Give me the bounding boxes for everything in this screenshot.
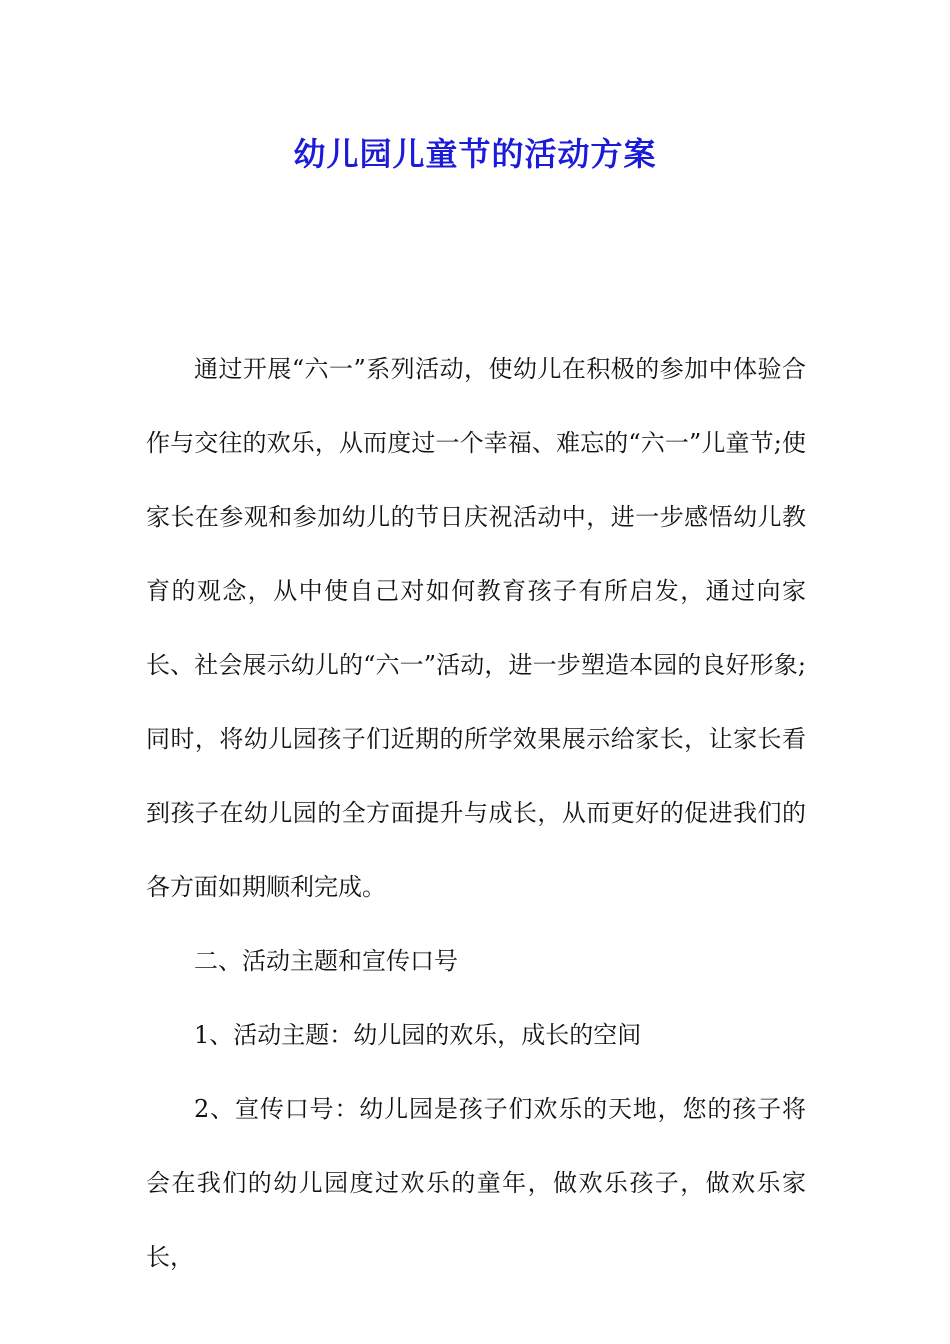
document-body [146,332,806,1294]
section-heading-theme-slogan: 二、活动主题和宣传口号 [194,947,458,975]
paragraph-slogan: 2、宣传口号：幼儿园是孩子们欢乐的天地，您的孩子将会在我们的幼儿园度过欢乐的童年，做欢乐孩子，做欢乐家长， [146,1095,806,1271]
paragraph-intro: 通过开展“六一”系列活动，使幼儿在积极的参加中体验合作与交往的欢乐，从而度过一个幸福、难忘的“六一”儿童节;使家长在参观和参加幼儿的节日庆祝活动中，进一步感悟幼儿教育的观念，从中使自己对如何教育孩子有所启发，通过向家长、社会展示幼儿的“六一”活动，进一步塑造本园的良好形象;同时，将幼儿园孩子们近期的所学效果展示给家长，让家长看到孩子在幼儿园的全方面提升与成长，从而更好的促进我们的各方面如期顺利完成。 [146,355,806,901]
paragraph-activity-theme: 1、活动主题：幼儿园的欢乐，成长的空间 [194,1021,642,1049]
document-title: 幼儿园儿童节的活动方案 [293,135,657,173]
